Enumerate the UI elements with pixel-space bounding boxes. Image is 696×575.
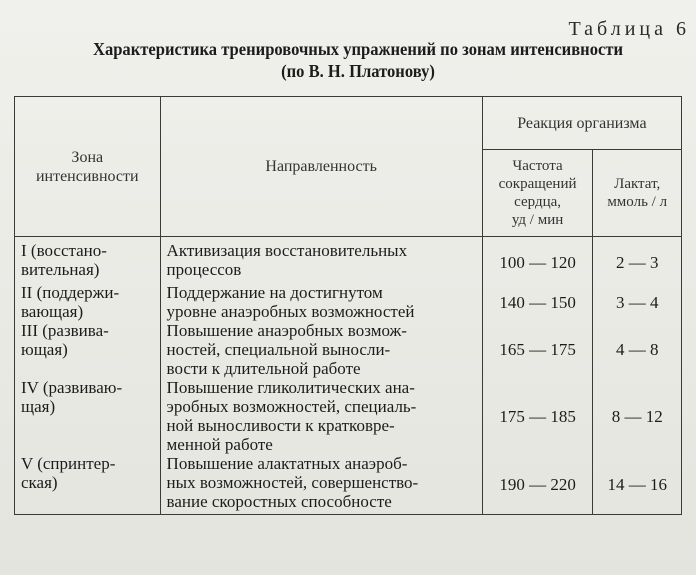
table-number: Таблица 6 (568, 18, 690, 40)
direction-line: вание скоростных способносте (166, 492, 392, 511)
lactate-cell: 8 — 12 (593, 378, 682, 454)
header-lac-line-2: ммоль / л (607, 194, 668, 210)
direction-line: менной работе (166, 435, 273, 454)
zone-cell (15, 283, 161, 321)
table-title (65, 38, 650, 82)
direction-cell (160, 454, 482, 515)
zone-cell (15, 454, 161, 515)
lactate-cell: 3 — 4 (593, 283, 682, 321)
header-hr-line-1: Частота (512, 158, 563, 174)
title-line-2: (по В. Н. Платонову) (281, 61, 435, 81)
heart-rate-cell: 175 — 185 (482, 378, 593, 454)
zone-cell (15, 378, 161, 454)
direction-line: ной выносливости к кратковре- (166, 416, 395, 435)
direction-line: уровне анаэробных возможностей (166, 302, 415, 321)
lactate-cell: 2 — 3 (593, 237, 682, 284)
direction-line: Повышение анаэробных возмож- (166, 321, 407, 340)
direction-line: Активизация восстановительных (166, 241, 408, 260)
header-direction: Направленность (160, 97, 482, 237)
zone-line: I (восстанo- (21, 241, 107, 260)
lactate-cell: 14 — 16 (593, 454, 682, 515)
header-hr-line-4: уд / мин (511, 212, 564, 228)
direction-cell (160, 378, 482, 454)
zone-line: IV (развиваю- (21, 378, 123, 397)
direction-line: процессов (166, 260, 242, 279)
direction-cell (160, 321, 482, 378)
zone-line: II (поддержи- (21, 283, 120, 302)
zone-line: вающая) (21, 302, 84, 321)
table-row (15, 283, 682, 321)
direction-cell (160, 237, 482, 284)
header-hr-line-3: сердца, (514, 194, 562, 210)
lactate-cell: 4 — 8 (593, 321, 682, 378)
title-line-1: Характеристика тренировочных упражнений по зонам интенсивности (92, 39, 624, 59)
zone-line: ская) (21, 473, 58, 492)
heart-rate-cell: 190 — 220 (482, 454, 593, 515)
zone-line: III (развива- (21, 321, 109, 340)
table-row (15, 378, 682, 454)
header-hr-line-2: сокращений (498, 176, 577, 192)
header-heart-rate (482, 150, 593, 237)
direction-line: Поддержание на достигнутом (166, 283, 383, 302)
direction-line: ностей, специальной выносли- (166, 340, 391, 359)
heart-rate-cell: 165 — 175 (482, 321, 593, 378)
heart-rate-cell: 100 — 120 (482, 237, 593, 284)
intensity-zones-table (14, 96, 682, 515)
table-row (15, 321, 682, 378)
zone-line: V (спринтер- (21, 454, 116, 473)
heart-rate-cell: 140 — 150 (482, 283, 593, 321)
header-lactate (593, 150, 682, 237)
header-zone (15, 97, 161, 237)
zone-line: щая) (21, 397, 56, 416)
direction-line: Повышение алактатных анаэроб- (166, 454, 408, 473)
header-zone-line-2: интенсивности (35, 167, 139, 185)
zone-cell (15, 237, 161, 284)
direction-line: вости к длительной работе (166, 359, 361, 378)
header-reaction: Реакция организма (482, 97, 681, 150)
direction-line: Повышение гликолитических ана- (166, 378, 415, 397)
header-lac-line-1: Лактат, (614, 176, 661, 192)
table-row (15, 237, 682, 284)
zone-line: вительная) (21, 260, 100, 279)
table-row (15, 454, 682, 515)
zone-line: ющая) (21, 340, 68, 359)
direction-line: эробных возможностей, специаль- (166, 397, 417, 416)
direction-cell (160, 283, 482, 321)
zone-cell (15, 321, 161, 378)
direction-line: ных возможностей, совершенство- (166, 473, 419, 492)
header-zone-line-1: Зона (71, 148, 104, 166)
